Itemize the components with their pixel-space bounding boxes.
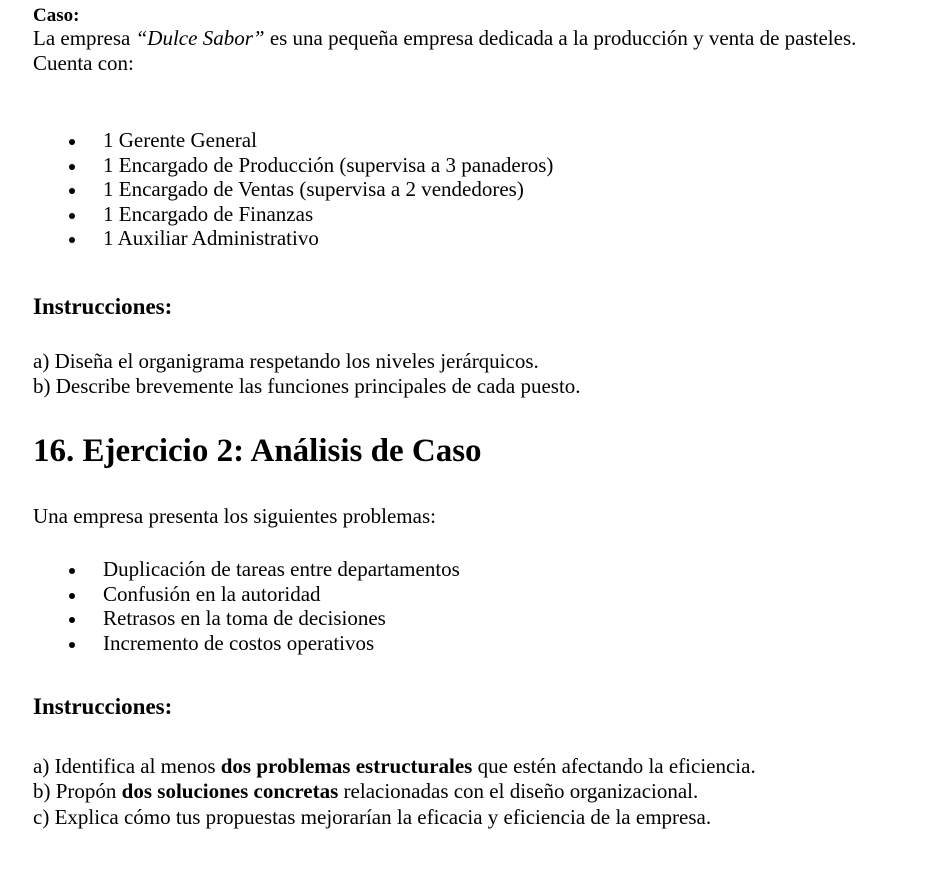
instruction-a-2-suffix: que estén afectando la eficiencia. bbox=[472, 754, 756, 778]
list-item-text: 1 Auxiliar Administrativo bbox=[103, 226, 319, 250]
instruction-a-2-prefix: a) Identifica al menos bbox=[33, 754, 221, 778]
list-item bbox=[33, 226, 553, 251]
list-item bbox=[33, 177, 553, 202]
bullet-icon bbox=[69, 617, 75, 623]
list-item-text: Retrasos en la toma de decisiones bbox=[103, 606, 386, 630]
list-item-text: 1 Gerente General bbox=[103, 128, 257, 152]
caso-intro-suffix: es una pequeña empresa dedicada a la producción y venta de pasteles. Cuenta con: bbox=[33, 26, 857, 75]
list-item bbox=[33, 606, 460, 631]
exercise-2-heading: 16. Ejercicio 2: Análisis de Caso bbox=[33, 433, 482, 469]
caso-intro-prefix: La empresa bbox=[33, 26, 136, 50]
bullet-icon bbox=[69, 568, 75, 574]
instruction-b-1: b) Describe brevemente las funciones principales de cada puesto. bbox=[33, 374, 581, 398]
list-item-text: Duplicación de tareas entre departamentos bbox=[103, 557, 460, 581]
list-item-text: 1 Encargado de Producción (supervisa a 3 panaderos) bbox=[103, 152, 554, 177]
caso-intro bbox=[33, 26, 893, 76]
list-item-text: Confusión en la autoridad bbox=[103, 581, 321, 606]
list-item-text: 1 Encargado de Finanzas bbox=[103, 201, 314, 226]
caso-label: Caso: bbox=[33, 5, 80, 26]
list-item bbox=[33, 631, 460, 656]
problems-list bbox=[33, 557, 460, 655]
list-item bbox=[33, 153, 553, 178]
bullet-icon bbox=[69, 164, 75, 170]
bullet-icon bbox=[69, 593, 75, 599]
instruction-a-2 bbox=[33, 754, 756, 779]
instructions-heading-2: Instrucciones: bbox=[33, 694, 173, 719]
list-item-text: 1 Encargado de Ventas (supervisa a 2 vendedores) bbox=[103, 177, 524, 201]
list-item bbox=[33, 128, 553, 153]
bullet-icon bbox=[69, 188, 75, 194]
list-item-text: Incremento de costos operativos bbox=[103, 630, 375, 655]
company-name: “Dulce Sabor” bbox=[135, 26, 265, 50]
list-item bbox=[33, 202, 553, 227]
staff-list bbox=[33, 128, 553, 251]
instructions-heading-1: Instrucciones: bbox=[33, 294, 173, 319]
instruction-c-2: c) Explica cómo tus propuestas mejorarían la eficacia y eficiencia de la empresa. bbox=[33, 805, 712, 829]
bullet-icon bbox=[69, 237, 75, 243]
list-item bbox=[33, 582, 460, 607]
instruction-a-2-bold: dos problemas estructurales bbox=[220, 754, 473, 778]
instruction-b-2-prefix: b) Propón bbox=[33, 779, 122, 803]
instruction-a-1: a) Diseña el organigrama respetando los niveles jerárquicos. bbox=[33, 349, 539, 373]
instruction-b-2-bold: dos soluciones concretas bbox=[121, 779, 339, 803]
exercise-2-intro: Una empresa presenta los siguientes problemas: bbox=[33, 504, 436, 528]
bullet-icon bbox=[69, 139, 75, 145]
list-item bbox=[33, 557, 460, 582]
instruction-b-2-suffix: relacionadas con el diseño organizacional. bbox=[338, 779, 699, 803]
bullet-icon bbox=[69, 213, 75, 219]
instruction-b-2 bbox=[33, 779, 698, 804]
bullet-icon bbox=[69, 642, 75, 648]
